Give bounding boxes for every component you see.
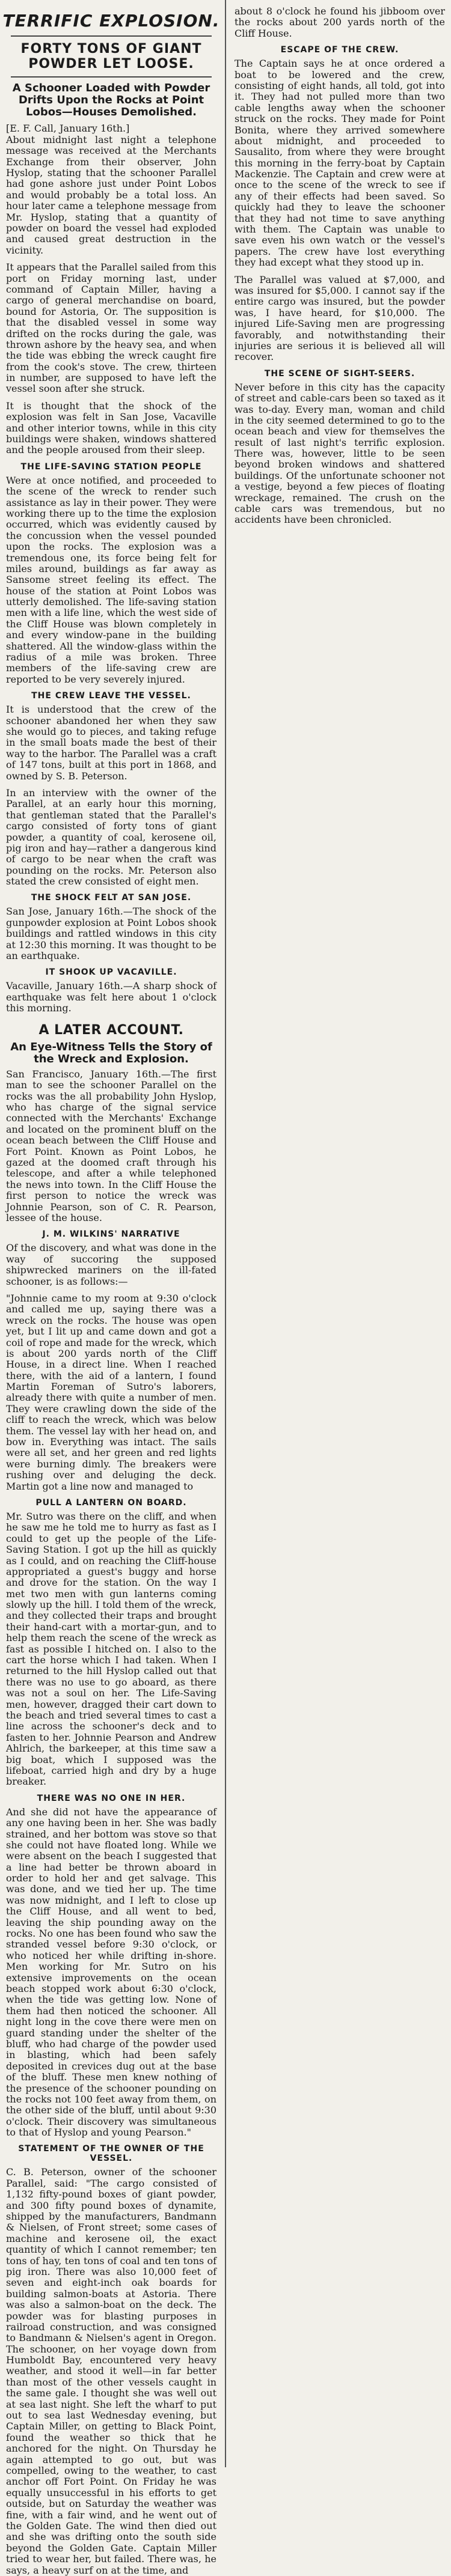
section-heading: THE LIFE-SAVING STATION PEOPLE <box>20 461 202 472</box>
paragraph: The Parallel was valued at $7,000, and was insured for $5,000. I cannot say if the entire cargo was insured, but the powder was, I have heard, for $10,000. The injured Life-Saving men are progressing favorably, and notwithstanding their injuries are serious it is believed all will recover. <box>235 273 445 363</box>
deck-rule <box>11 76 212 78</box>
dateline: [E. F. Call, January 16th.] <box>6 123 130 135</box>
paragraph: It is understood that the crew of the schooner abandoned her when they saw she would go to pieces, and taking refuge in the small boats made the best of their way to the harbor. The Parallel was a craft of 147 tons, built at this port in 1868, and owned by S. B. Peterson. <box>6 704 216 782</box>
paragraph: In an interview with the owner of the Parallel, at an early hour this morning, that gentleman stated that the Parallel's cargo consisted of forty tons of giant powder, a quantity of coal, kerosene oil, pig iron and hay—rather a dangerous kind of cargo to be near when the craft was pounding on the rocks. Mr. Peterson also stated the crew consisted of eight men. <box>6 787 216 888</box>
subdeck: A Schooner Loaded with Powder Drifts Upon the Rocks at Point Lobos—Houses Demolished. <box>12 82 210 119</box>
section-heading: THE SCENE OF SIGHT-SEERS. <box>264 368 416 379</box>
right-column <box>229 0 451 2467</box>
section-heading: THE CREW LEAVE THE VESSEL. <box>31 691 191 701</box>
paragraph: San Francisco, January 16th.—The first man to see the schooner Parallel on the rocks was the all probability John Hyslop, who has charge of the signal service connected with the Merchants' Exchange and located on the prominent bluff on the ocean beach between the Cliff House and Fort Point. Known as Point Lobos, he gazed at the doomed craft through his telescope, and after a while telephoned the news into town. In the Cliff House the first person to notice the wreck was Johnnie Pearson, son of C. R. Pearson, lessee of the house. <box>6 1068 216 1223</box>
paragraph: And she did not have the appearance of any one having been in her. She was badly strained, and her bottom was stove so that she could not have floated long. While we were absent on the beach I suggested that a line had better be thrown aboard in order to hold her and get salvage. This was done, and we tied her up. The time was now midnight, and I left to close up the Cliff House, and all went to bed, leaving the ship pounding away on the rocks. No one has been found who saw the stranded vessel before 9:30 o'clock, or who noticed her while drifting in-shore. Men working for Mr. Sutro on his extensive improvements on the ocean beach stopped work about 6:30 o'clock, when the tide was getting low. None of them had then noticed the schooner. All night long in the cove there were men on guard standing under the shelter of the bluff, who had charge of the powder used in blasting, which had been safely deposited in crevices dug out at the base of the bluff. These men knew nothing of the presence of the schooner pounding on the rocks not 100 feet away from them, on the other side of the bluff, until about 9:30 o'clock. Their discovery was simultaneous to that of Hyslop and young Pearson." <box>6 1806 216 2139</box>
paragraph: "Johnnie came to my room at 9:30 o'clock and called me up, saying there was a wreck on the rocks. The house was open yet, but I lit up and came down and got a coil of rope and made for the wreck, which is about 200 yards north of the Cliff House, in a direct line. When I reached there, with the aid of a lantern, I found Martin Foreman of Sutro's laborers, already there with quite a number of men. They were crawling down the side of the cliff to reach the wreck, which was below them. The vessel lay with her head on, and bow in. Everything was intact. The sails were all set, and her green and red lights were burning dimly. The breakers were rushing over and deluging the deck. Martin got a line now and managed to <box>6 1292 216 1492</box>
section-heading: ESCAPE OF THE CREW. <box>280 45 399 55</box>
paragraph: Mr. Sutro was there on the cliff, and when he saw me he told me to hurry as fast as I could to get up the people of the Life-Saving Station. I got up the hill as quickly as I could, and on reaching the Cliff-house appropriated a guest's buggy and horse and drove for the station. On the way I met two men with gun lanterns coming slowly up the hill. I told them of the wreck, and they collected their traps and brought their hand-cart with a mortar-gun, and to help them reach the scene of the wreck as fast as possible I hitched on. I also to the cart the horse which I had taken. When I returned to the hill Hyslop called out that there was no use to go aboard, as there was not a soul on her. The Life-Saving men, however, dragged their cart down to the beach and tried several times to cast a line across the schooner's deck and to fasten to her. Johnnie Pearson and Andrew Ahlrich, the barkeeper, at this time saw a big boat, which I supposed was the lifeboat, carried high and dry by a huge breaker. <box>6 1510 216 1788</box>
left-column <box>0 0 222 2576</box>
section-heading: THE SHOCK FELT AT SAN JOSE. <box>31 893 192 903</box>
column-divider <box>225 0 226 2467</box>
paragraph: It is thought that the shock of the explosion was felt in San Jose, Vacaville and other interior towns, while in this city buildings were shaken, windows shattered and the people aroused from their sleep. <box>6 400 216 456</box>
paragraph: It appears that the Parallel sailed from this port on Friday morning last, under command of Captain Miller, having a cargo of general merchandise on board, bound for Astoria, Or. The supposition is that the disabled vessel in some way drifted on the rocks during the gale, was thrown ashore by the heavy sea, and when the tide was ebbing the wreck caught fire from the cook's stove. The crew, thirteen in number, are supposed to have left the vessel soon after she struck. <box>6 261 216 395</box>
deck: FORTY TONS OF GIANT POWDER LET LOOSE. <box>20 41 202 72</box>
section-heading: THERE WAS NO ONE IN HER. <box>37 1793 186 1803</box>
paragraph: Were at once notified, and proceeded to the scene of the wreck to render such assistance as lay in their power. They were working there up to the time the explosion occurred, which was evidently caused by the concussion when the vessel pounded upon the rocks. The explosion was a tremendous one, its force being felt for miles around, buildings as far away as Sansome street feeling its effect. The house of the station at Point Lobos was utterly demolished. The life-saving station men with a life line, which the west side of the Cliff House was blown completely in and every window-pane in the building shattered. All the window-glass within the radius of a mile was broken. Three members of the life-saving crew are reported to be very severely injured. <box>6 474 216 685</box>
headline-rule <box>11 35 212 37</box>
paragraph: about 8 o'clock he found his jibboom over the rocks about 200 yards north of the Cliff House. <box>235 5 445 39</box>
headline: TERRIFIC EXPLOSION. <box>2 11 220 31</box>
paragraph: Of the discovery, and what was done in the way of succoring the supposed shipwrecked mariners on the ill-fated schooner, is as follows:— <box>6 1242 216 1287</box>
paragraph: About midnight last night a telephone message was received at the Merchants Exchange from their observer, John Hyslop, stating that the schooner Parallel had gone ashore just under Point Lobos and would probably be a total loss. An hour later came a telephone message from Mr. Hyslop, stating that a quantity of powder on board the vessel had exploded and caused great destruction in the vicinity. <box>6 133 216 256</box>
paragraph: San Jose, January 16th.—The shock of the gunpowder explosion at Point Lobos shook buildings and rattled windows in this city at 12:30 this morning. It was thought to be an earthquake. <box>6 906 216 962</box>
paragraph: C. B. Peterson, owner of the schooner Parallel, said: "The cargo consisted of 1,132 fifty-pound boxes of giant powder, and 300 fifty pound boxes of dynamite, shipped by the manufacturers, Bandmann & Nielsen, of Front street; some cases of machine and kerosene oil, the exact quantity of which I cannot remember; ten tons of hay, ten tons of coal and ten tons of pig iron. There was also 10,000 feet of seven and eight-inch oak boards for building salmon-boats at Astoria. There was also a salmon-boat on the deck. The powder was for blasting purposes in railroad construction, and was consigned to Bandmann & Nielsen's agent in Oregon. The schooner, on her voyage down from Humboldt Bay, encountered very heavy weather, and stood it well—in far better than most of the other vessels caught in the same gale. I thought she was well out at sea last night. She left the wharf to put out to sea last Wednesday evening, but Captain Miller, on getting to Black Point, found the weather so thick that he anchored for the night. On Thursday he again attempted to go out, but was compelled, owing to the weather, to cast anchor off Fort Point. On Friday he was equally unsuccessful in his efforts to get outside, but on Saturday the weather was fine, with a fair wind, and he went out of the Golden Gate. The wind then died out and she was drifting onto the south side beyond the Golden Gate. Captain Miller tried to wear her, but failed. There was, he says, a heavy surf on at the time, and <box>6 2166 216 2576</box>
section-heading: PULL A LANTERN ON BOARD. <box>35 1497 187 1508</box>
paragraph: Vacaville, January 16th.—A sharp shock of earthquake was felt here about 1 o'clock this morning. <box>6 980 216 1014</box>
section-heading: STATEMENT OF THE OWNER OF THE VESSEL. <box>18 2144 204 2164</box>
section-heading: IT SHOOK UP VACAVILLE. <box>45 967 177 978</box>
later-account-heading: A LATER ACCOUNT. <box>38 1022 184 1038</box>
section-heading: J. M. WILKINS' NARRATIVE <box>42 1229 180 1240</box>
paragraph: Never before in this city has the capacity of street and cable-cars been so taxed as it was to-day. Every man, woman and child in the city seemed determined to go to the ocean beach and view for themselves the result of last night's terrific explosion. There was, however, little to be seen beyond broken windows and shattered buildings. Of the unfortunate schooner not a vestige, beyond a few pieces of floating wreckage, remained. The crush on the cable cars was tremendous, but no accidents have been chronicled. <box>235 381 445 526</box>
paragraph: The Captain says he at once ordered a boat to be lowered and the crew, consisting of eight hands, all told, got into it. They had not pulled more than two cable lengths away when the schooner struck on the rocks. They made for Point Bonita, where they arrived somewhere about midnight, and proceeded to Sausalito, from where they were brought this morning in the ferry-boat by Captain Mackenzie. The Captain and crew were at once to the scene of the wreck to see if any of their effects had been saved. So quickly had they to leave the schooner that they had not time to save anything with them. The Captain was unable to save even his own watch or the vessel's papers. The crew have lost everything they had except what they stood up in. <box>235 58 445 269</box>
later-account-subheading: An Eye-Witness Tells the Story of the Wreck and Explosion. <box>10 1040 212 1065</box>
